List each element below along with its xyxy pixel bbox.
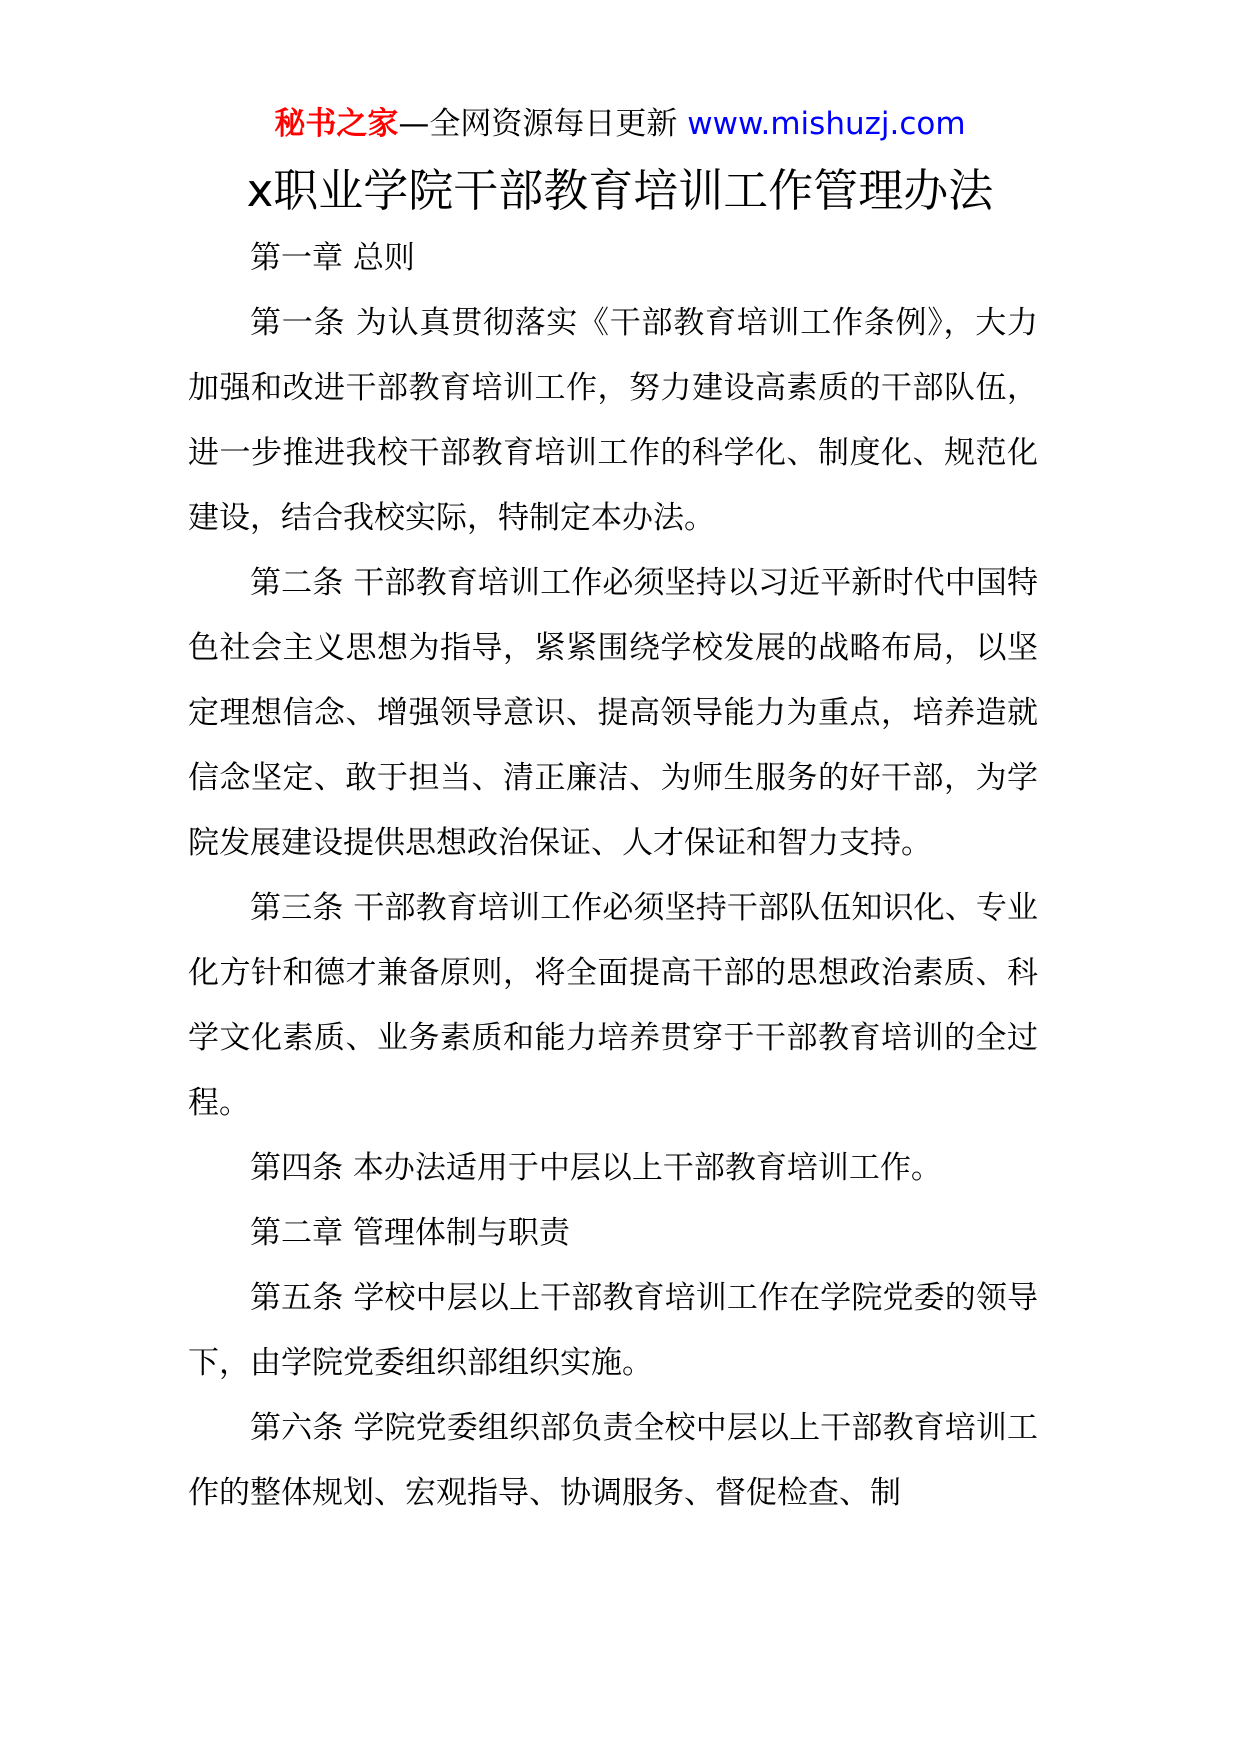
site-header bbox=[0, 98, 1240, 150]
article-paragraph: 第五条 学校中层以上干部教育培训工作在学院党委的领导下，由学院党委组织部组织实施。 bbox=[188, 1280, 1038, 1381]
article-paragraph: 第一条 为认真贯彻落实《干部教育培训工作条例》，大力加强和改进干部教育培训工作，努力建设高素质的干部队伍，进一步推进我校干部教育培训工作的科学化、制度化、规范化建设，结合我校实际，特制定本办法。 bbox=[188, 305, 1038, 536]
article-paragraph: 第二条 干部教育培训工作必须坚持以习近平新时代中国特色社会主义思想为指导，紧紧围绕学校发展的战略布局，以坚定理想信念、增强领导意识、提高领导能力为重点，培养造就信念坚定、敢于担当、清正廉洁、为师生服务的好干部，为学院发展建设提供思想政治保证、人才保证和智力支持。 bbox=[188, 565, 1038, 861]
document-body bbox=[188, 226, 1038, 1526]
article-paragraph: 第四条 本办法适用于中层以上干部教育培训工作。 bbox=[250, 1150, 942, 1186]
article-paragraph: 第六条 学院党委组织部负责全校中层以上干部教育培训工作的整体规划、宏观指导、协调服务、督促检查、制 bbox=[188, 1410, 1038, 1511]
chapter-heading: 第二章 管理体制与职责 bbox=[250, 1215, 570, 1251]
header-tagline: —全网资源每日更新 bbox=[398, 106, 688, 142]
brand-name: 秘书之家 bbox=[274, 106, 399, 142]
document-title: x职业学院干部教育培训工作管理办法 bbox=[246, 164, 994, 217]
chapter-heading: 第一章 总则 bbox=[250, 240, 415, 276]
site-url[interactable]: www.mishuzj.com bbox=[687, 106, 966, 142]
article-paragraph: 第三条 干部教育培训工作必须坚持干部队伍知识化、专业化方针和德才兼备原则，将全面提高干部的思想政治素质、科学文化素质、业务素质和能力培养贯穿于干部教育培训的全过程。 bbox=[188, 890, 1038, 1121]
